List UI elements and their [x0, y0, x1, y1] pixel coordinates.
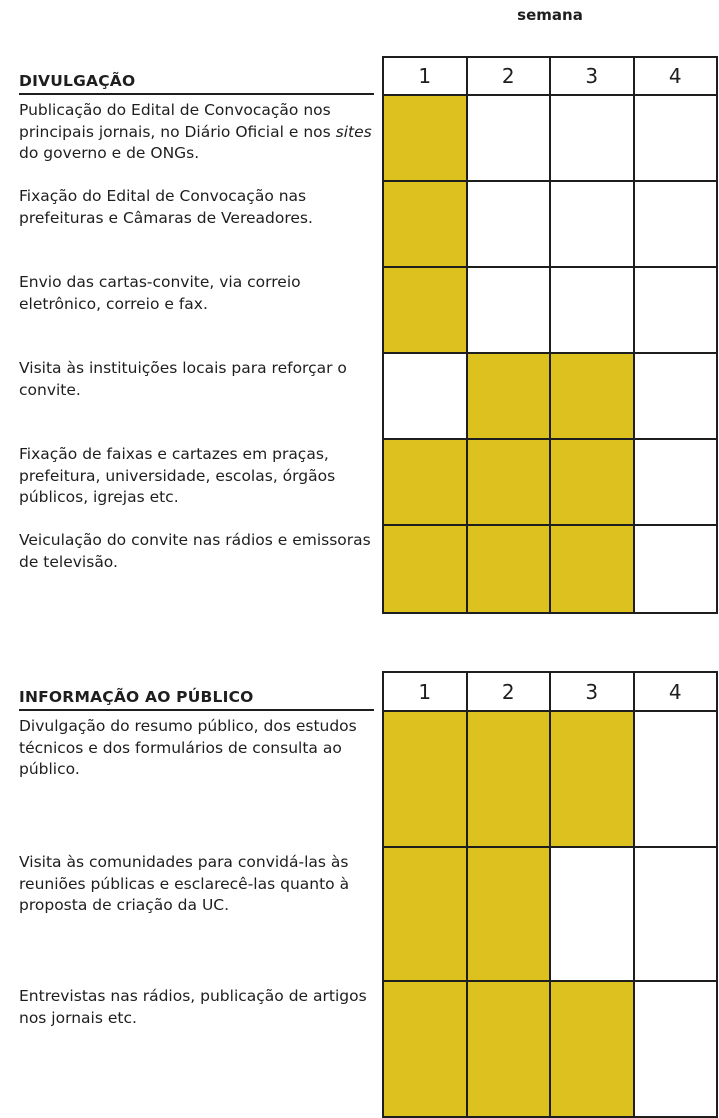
week-cell-active	[384, 848, 468, 980]
week-cell-active	[468, 848, 552, 980]
week-cell-empty	[635, 440, 717, 524]
week-header-row	[384, 56, 716, 96]
week-cell-active	[551, 440, 635, 524]
week-number: 2	[468, 58, 552, 94]
week-cell-active	[468, 440, 552, 524]
text-run: Entrevistas nas rádios, publicação de artigos nos jornais etc.	[19, 987, 367, 1027]
text-run: Visita às instituições locais para reforçar o convite.	[19, 359, 347, 399]
activity-description	[19, 444, 379, 509]
schedule-row	[384, 712, 716, 848]
activity-description	[19, 716, 379, 781]
week-cell-empty	[635, 268, 717, 352]
week-cell-active	[384, 96, 468, 180]
week-cell-active	[551, 712, 635, 846]
week-header-row	[384, 671, 716, 712]
week-cell-empty	[635, 982, 717, 1116]
week-number: 3	[551, 673, 635, 710]
section-title: INFORMAÇÃO AO PÚBLICO	[19, 688, 374, 711]
schedule-row	[384, 182, 716, 268]
week-cell-active	[384, 440, 468, 524]
schedule-grid	[382, 56, 718, 614]
activity-description	[19, 186, 379, 229]
week-cell-active	[468, 526, 552, 612]
text-run: Envio das cartas-convite, via correio eletrônico, correio e fax.	[19, 273, 301, 313]
week-cell-active	[468, 712, 552, 846]
activity-description	[19, 852, 379, 917]
week-cell-empty	[551, 182, 635, 266]
week-number: 3	[551, 58, 635, 94]
week-number: 1	[384, 58, 468, 94]
week-cell-empty	[551, 268, 635, 352]
week-cell-empty	[468, 268, 552, 352]
schedule-row	[384, 96, 716, 182]
week-cell-empty	[635, 96, 717, 180]
week-cell-active	[468, 982, 552, 1116]
week-number: 4	[668, 64, 682, 88]
activity-description	[19, 986, 379, 1029]
schedule-row	[384, 982, 716, 1116]
activity-description	[19, 530, 379, 573]
week-caption: semana	[517, 6, 583, 24]
schedule-row	[384, 848, 716, 982]
week-cell-active	[384, 712, 468, 846]
text-run: Fixação de faixas e cartazes em praças, prefeitura, universidade, escolas, órgãos públicos, igrejas etc.	[19, 445, 336, 506]
week-cell-empty	[468, 182, 552, 266]
week-cell-active	[468, 354, 552, 438]
week-cell-empty	[635, 526, 717, 612]
text-run: Divulgação do resumo público, dos estudos técnicos e dos formulários de consulta ao público.	[19, 717, 357, 778]
text-run: Publicação do Edital de Convocação nos principais jornais, no Diário Oficial e nos	[19, 101, 336, 141]
week-cell-empty	[635, 848, 717, 980]
text-run: Fixação do Edital de Convocação nas prefeituras e Câmaras de Vereadores.	[19, 187, 313, 227]
text-run: Visita às comunidades para convidá-las às reuniões públicas e esclarecê-las quanto à proposta de criação da UC.	[19, 853, 350, 914]
week-cell-active	[551, 354, 635, 438]
schedule-row	[384, 526, 716, 612]
schedule-row	[384, 440, 716, 526]
schedule-row	[384, 268, 716, 354]
week-cell-active	[551, 982, 635, 1116]
activity-description	[19, 358, 379, 401]
week-cell-active	[384, 268, 468, 352]
week-cell-empty	[384, 354, 468, 438]
week-cell-empty	[635, 354, 717, 438]
week-number: 2	[468, 673, 552, 710]
week-cell-active	[384, 526, 468, 612]
week-cell-empty	[551, 848, 635, 980]
activity-description	[19, 100, 379, 165]
week-cell-active	[384, 182, 468, 266]
section-title: DIVULGAÇÃO	[19, 72, 374, 95]
week-cell-empty	[635, 712, 717, 846]
week-cell-active	[384, 982, 468, 1116]
week-cell-empty	[551, 96, 635, 180]
activity-description	[19, 272, 379, 315]
week-number: 4	[668, 679, 682, 704]
week-number: 1	[384, 673, 468, 710]
week-cell-empty	[635, 182, 717, 266]
week-cell-active	[551, 526, 635, 612]
text-run: do governo e de ONGs.	[19, 144, 200, 162]
week-cell-empty	[468, 96, 552, 180]
emphasis-text: sites	[335, 122, 372, 141]
schedule-grid	[382, 671, 718, 1118]
schedule-row	[384, 354, 716, 440]
text-run: Veiculação do convite nas rádios e emissoras de televisão.	[19, 531, 371, 571]
